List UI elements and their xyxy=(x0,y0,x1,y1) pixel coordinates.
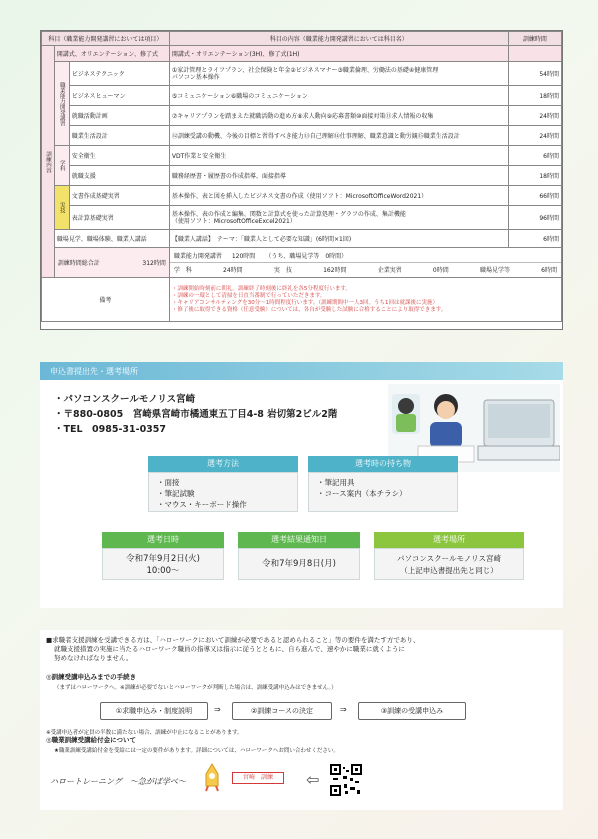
row-hours: 6時間 xyxy=(508,230,561,248)
benefit-title: ◎職業訓練受講給付金について xyxy=(46,736,137,744)
pointer-arrow-icon: ⇦ xyxy=(306,770,320,789)
row-content: 【職業人講話】 テーマ：「職業人として必要な知識」(6時間×1回) xyxy=(169,230,508,248)
row-subject: ビジネスヒューマン xyxy=(69,86,169,106)
total-kengaku-label: 職場見学等 xyxy=(479,267,510,274)
row-content: VDT作業と安全衛生 xyxy=(169,146,508,166)
row-content: ①家計管理とライフプラン、社会保険と年金②ビジネスマナー③職業倫理、労働法の基礎④健康管理 xyxy=(171,66,439,74)
row-subject: 職業生活設計 xyxy=(69,126,169,146)
selection-method-box xyxy=(148,456,298,512)
row-content: ⑦キャリアプランを踏まえた就職活動の進め方⑧求人動向⑨応募書類⑩面接対策⑪求人情報の収集 xyxy=(169,106,508,126)
row-subject: 職場見学、職場体験、職業人講話 xyxy=(54,230,169,248)
apply-tel: ・TEL 0985-31-0357 xyxy=(54,424,167,435)
table-row xyxy=(42,106,562,126)
group-label-practical: 実技 xyxy=(58,202,65,213)
opening-hours xyxy=(508,46,561,62)
row-subject: ビジネステクニック xyxy=(69,62,169,86)
total-kengaku-hours: 6時間 xyxy=(541,267,557,274)
row-subject: 就職活動計画 xyxy=(69,106,169,126)
row-hours: 54時間 xyxy=(508,62,561,86)
miyazaki-training-stamp: 宮崎 訓練 xyxy=(232,772,284,784)
selection-method-item: ・マウス・キーボード操作 xyxy=(157,500,247,509)
header-subject: 科目（職業能力開発講習においては項目） xyxy=(42,32,170,46)
table-row xyxy=(42,126,562,146)
remark-line: ・訓練の一環として清掃を日直当番制で行っていただきます。 xyxy=(171,292,326,299)
selection-bring-item: ・コース案内（本チラシ） xyxy=(317,489,407,498)
total-jitsugi-label: 実 技 xyxy=(273,267,292,274)
row-subject: 就職支援 xyxy=(69,166,169,186)
hello-training-slogan: ハロートレーニング ～急がば学べ～ xyxy=(50,777,186,786)
total-gakka-hours: 24時間 xyxy=(223,267,243,274)
total-kigyo-hours: 0時間 xyxy=(432,267,449,274)
procedure-title: ◎訓練受講申込みまでの手続き xyxy=(46,673,137,681)
table-row-opening xyxy=(42,46,562,62)
procedure-subtitle: （まずはハローワークへ。※訓練が必要でないとハローワークが判断した場合は、訓練受講申込みはできません。） xyxy=(54,685,337,691)
row-content-2: （使用ソフト：MicrosoftOfficeExcel2021） xyxy=(171,217,296,225)
table-row xyxy=(42,230,562,248)
remark-line: ・修了後に取得できる資格（任意受験）については、各自が受験した試験に合格することにより取得できます。 xyxy=(171,306,447,313)
benefit-subtitle: ★職業訓練受講給付金を受給には一定の要件があります。詳細については、ハローワークへお問い合わせください。 xyxy=(54,748,339,754)
table-row-remarks xyxy=(42,278,562,322)
apply-banner: 申込書提出先・選考場所 xyxy=(40,362,563,380)
table-row xyxy=(42,206,562,230)
remark-line: ・キャリアコンサルティングを30分～1時間程度行います。（訓練期間中一人3回。うち1回は就課後に実施） xyxy=(171,299,439,306)
row-hours: 24時間 xyxy=(508,126,561,146)
selection-place-box xyxy=(374,532,524,580)
table-row xyxy=(42,166,562,186)
cancel-note: ※受講申込者が定員の半数に満たない場合、訓練が中止になることがあります。 xyxy=(46,730,243,736)
row-content: 職務経歴書・履歴書の作成指導、面接指導 xyxy=(169,166,508,186)
table-row xyxy=(42,146,562,166)
table-row xyxy=(42,186,562,206)
curriculum-table xyxy=(40,30,563,330)
row-subject: 表計算基礎実習 xyxy=(69,206,169,230)
apply-address xyxy=(54,392,337,437)
eligibility-line: 就職支援措置の実施に当たるハローワーク職員の指導又は指示に従うとともに、自ら進んで、速やかに職業に就くように xyxy=(54,645,405,653)
opening-content: 開講式・オリエンテーション(3H)、修了式(1H) xyxy=(169,46,508,62)
apply-school: ・パソコンスクールモノリス宮崎 xyxy=(54,394,196,405)
qr-code-icon[interactable] xyxy=(330,764,362,796)
row-content: ⑫訓練受講の動機、今後の目標と習得すべき能力⑬自己理解⑭仕事理解、職業意識と動労観⑮職業生活設計 xyxy=(169,126,508,146)
row-hours: 6時間 xyxy=(508,146,561,166)
side-label: 訓練内容 xyxy=(45,150,51,173)
total-skill-note: （うち、職場見学等 0時間） xyxy=(265,253,348,260)
total-gakka-label: 学 科 xyxy=(173,267,192,274)
row-subject: 文書作成基礎実習 xyxy=(69,186,169,206)
row-content: 基本操作、表と図を挿入したビジネス文書の作成（使用ソフト：MicrosoftOfficeWord2021） xyxy=(169,186,508,206)
row-content: 基本操作、表の作成と編集、関数と計算式を使った計算処理・グラフの作成、集計機能 xyxy=(171,210,406,218)
apply-section xyxy=(40,362,563,608)
remark-line: ・訓練開始時刻前に朝礼。訓練終了時刻後に終礼を各5分程度行います。 xyxy=(171,285,351,292)
step-1: ①求職申込み・制度説明 xyxy=(100,702,208,720)
selection-bring-title: 選考時の持ち物 xyxy=(308,456,458,472)
eligibility-line: 努めなければなりません。 xyxy=(54,654,133,662)
selection-place-line1: パソコンスクールモノリス宮崎 xyxy=(397,554,501,563)
selection-method-item: ・面接 xyxy=(157,478,180,487)
table-header-row xyxy=(42,32,562,46)
step-arrow-icon: ⇒ xyxy=(214,705,221,714)
eligibility-text xyxy=(46,636,556,663)
group-label-academic: 学科 xyxy=(58,160,65,171)
table-row xyxy=(42,62,562,86)
row-content-2: パソコン基本操作 xyxy=(171,73,220,81)
row-content: ⑤コミュニケーション⑥職場のコミュニケーション xyxy=(169,86,508,106)
eligibility-line: ■求職者支援訓練を受講できる方は、「ハローワークにおいて訓練が必要であると認められること」等の要件を満たす方であり、 xyxy=(46,636,420,644)
step-2: ②訓練コースの決定 xyxy=(232,702,332,720)
total-skill-label: 職業能力開発講習 xyxy=(173,253,222,260)
selection-method-item: ・筆記試験 xyxy=(157,489,195,498)
step-arrow-icon: ⇒ xyxy=(340,705,347,714)
row-hours: 18時間 xyxy=(508,166,561,186)
selection-date-line1: 令和7年9月2日(火) xyxy=(126,554,200,564)
selection-result-title: 選考結果通知日 xyxy=(238,532,360,548)
table-row-total xyxy=(42,248,562,278)
row-hours: 96時間 xyxy=(508,206,561,230)
header-hours: 訓練時間 xyxy=(508,32,561,46)
selection-place-title: 選考場所 xyxy=(374,532,524,548)
selection-result-box xyxy=(238,532,360,580)
total-label: 訓練時間総合計 xyxy=(57,260,100,267)
row-subject: 安全衛生 xyxy=(69,146,169,166)
apply-postal-address: ・〒880-0805 宮崎県宮崎市橘通東五丁目4-8 岩切第2ビル2階 xyxy=(54,409,338,420)
row-hours: 18時間 xyxy=(508,86,561,106)
total-kigyo-label: 企業実習 xyxy=(377,267,402,274)
total-jitsugi-hours: 162時間 xyxy=(323,267,347,274)
selection-method-title: 選考方法 xyxy=(148,456,298,472)
selection-date-box xyxy=(102,532,224,580)
mascot-icon xyxy=(200,762,224,792)
selection-date-title: 選考日時 xyxy=(102,532,224,548)
selection-place-line2: （上記申込書提出先と同じ） xyxy=(400,566,498,575)
selection-result-value: 令和7年9月8日(月) xyxy=(262,559,336,569)
step-3: ③訓練の受講申込み xyxy=(358,702,466,720)
group-label-skill: 職業能力開発講習 xyxy=(58,81,65,126)
row-hours: 66時間 xyxy=(508,186,561,206)
opening-subject: 開講式、オリエンテーション、修了式 xyxy=(54,46,169,62)
table-row xyxy=(42,86,562,106)
remarks-label: 備考 xyxy=(42,278,170,322)
total-skill-hours: 120時間 xyxy=(231,253,256,260)
selection-date-line2: 10:00～ xyxy=(146,566,180,576)
total-hours: 312時間 xyxy=(142,260,166,267)
selection-bring-box xyxy=(308,456,458,512)
row-hours: 24時間 xyxy=(508,106,561,126)
header-content: 科目の内容（職業能力開発講習においては科目名） xyxy=(169,32,508,46)
selection-bring-item: ・筆記用具 xyxy=(317,478,355,487)
